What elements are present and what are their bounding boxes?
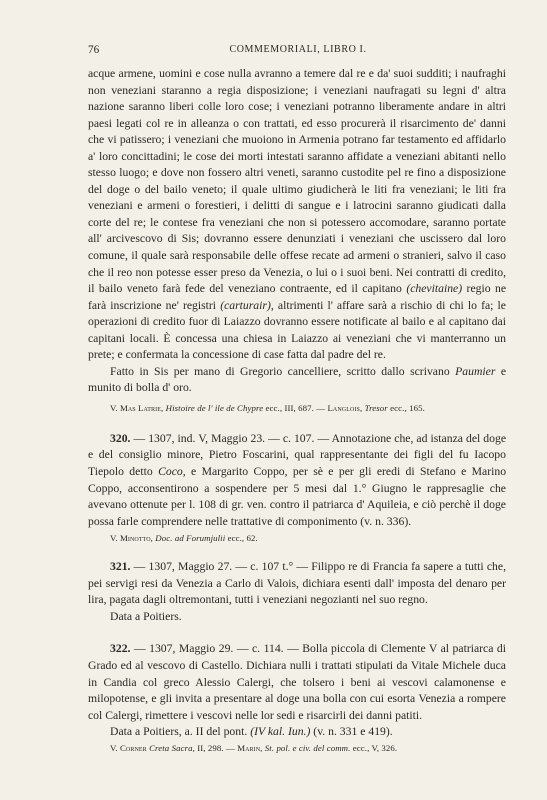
running-title: COMMEMORIALI, LIBRO I. [229, 44, 367, 55]
page-number: 76 [88, 44, 100, 56]
entry-322: 322. — 1307, Maggio 29. — c. 114. — Bolla piccola di Clemente V al patriarca di Grado ed al vescovo di Castello. Dichiara nulli i trattati stipulati da Vitale Michele duca in Candia col greco Alessio Calergi, che tolsero i beni ai vescovi calamonense e milopotense, e gli invita a presentare al doge una bolla con cui esorta Venezia a rompere col Calergi, rimettere i vescovi nelle lor sedi e risarcirli dei danni patiti. [88, 642, 506, 722]
entry-number: 322. [110, 642, 131, 656]
entry-321: 321. — 1307, Maggio 27. — c. 107 t.° — Filippo re di Francia fa sapere a tutti che, pei servigi resi da Venezia a Carlo di Valois, dichiara esenti dall' imposta del denaro per lira, pagata dagli oltremontani, tutti i veneziani negozianti nel suo regno. [88, 560, 506, 607]
citation-line: V. Mas Latrie, Histoire de l' ile de Chypre ecc., III, 687. — Langlois, Tresor ecc., 165. [110, 402, 425, 413]
entry-321-dated: Data a Poitiers. [110, 609, 182, 623]
entry-number: 320. [110, 431, 131, 445]
entry-322-dated: Data a Poitiers, a. II del pont. (IV kal. Iun.) (v. n. 331 e 419). [110, 725, 393, 739]
paragraph-signature: Fatto in Sis per mano di Gregorio cancelliere, scritto dallo scrivano Paumier e munito di bolla d' oro. [88, 364, 507, 395]
page-header [88, 44, 508, 60]
citation-line: V. Minotto, Doc. ad Forumjulii ecc., 62. [110, 533, 258, 544]
page-body [88, 66, 506, 755]
paragraph-treaty-continuation: acque armene, uomini e cose nulla avranno a temere dal re e da' suoi sudditi; i naufraghi non veneziani staranno a regia disposizione; i veneziani naufragati su legni d' altra nazione saranno liberi colle loro cose; i veneziani potranno liberamente andare in altri paesi legati col re in alleanza o con trattati, ed esso procurerà il risarcimento de' danni che vi patissero; i veneziani che muoiono in Armenia potrano far testamento ed affidarlo a' loro concittadini; le cose dei morti intestati saranno affidate a veneziani abitanti nello stesso luogo; e dove non fossero altri veneti, saranno custodite pel re fino a disposizione del doge o del bailo veneto; il quale ultimo giudicherà le liti fra veneziani; le liti fra veneziani e armeni o forestieri, i delitti di sangue e i latrocini saranno giudicati dalla corte del re; le contese fra veneziani che non si potessero accomodare, saranno portate all' arcivescovo di Sis; dovranno essere denunziati i veneziani che uscissero dal loro comune, il quale sarà responsabile delle offese recate ad armeni o stranieri, salvo il caso che il reo non potesse esser preso da Venezia, o lui o i suoi beni. Nei contratti di credito, il bailo veneto farà fede del veneziano contraente, ed il capitano (chevitaine) regio ne farà inscrizione ne' registri (carturair), altrimenti l' affare sarà a rischio di chi lo fa; le operazioni di credito fuor di Laiazzo dovranno essere notificate al bailo e al capitano dai capitani locali. È concessa una chiesa in Laiazzo ai veneziani che vi manterranno un prete; e confermata la concessione di case fatta dal padre del re. [88, 67, 507, 362]
citation-line: V. Corner Creta Sacra, II, 298. — Marin, St. pol. e civ. del comm. ecc., V, 326. [110, 742, 398, 753]
entry-number: 321. [110, 560, 131, 574]
entry-320: 320. — 1307, ind. V, Maggio 23. — c. 107. — Annotazione che, ad istanza del doge e del consiglio minore, Pietro Foscarini, qual rappresentante dei figli del fu Iacopo Tiepolo detto Coco, e Margarito Coppo, per sè e per gli eredi di Stefano e Marino Coppo, acconsentirono a sospendere per 5 mesi dal 1.° Giugno le rappresaglie che avevano ottenute per l. 108 di gr. ven. contro il patriarca d' Aquileia, e ciò perchè il doge possa farle comprendere nelle trattative di componimento (v. n. 336). [88, 431, 507, 528]
